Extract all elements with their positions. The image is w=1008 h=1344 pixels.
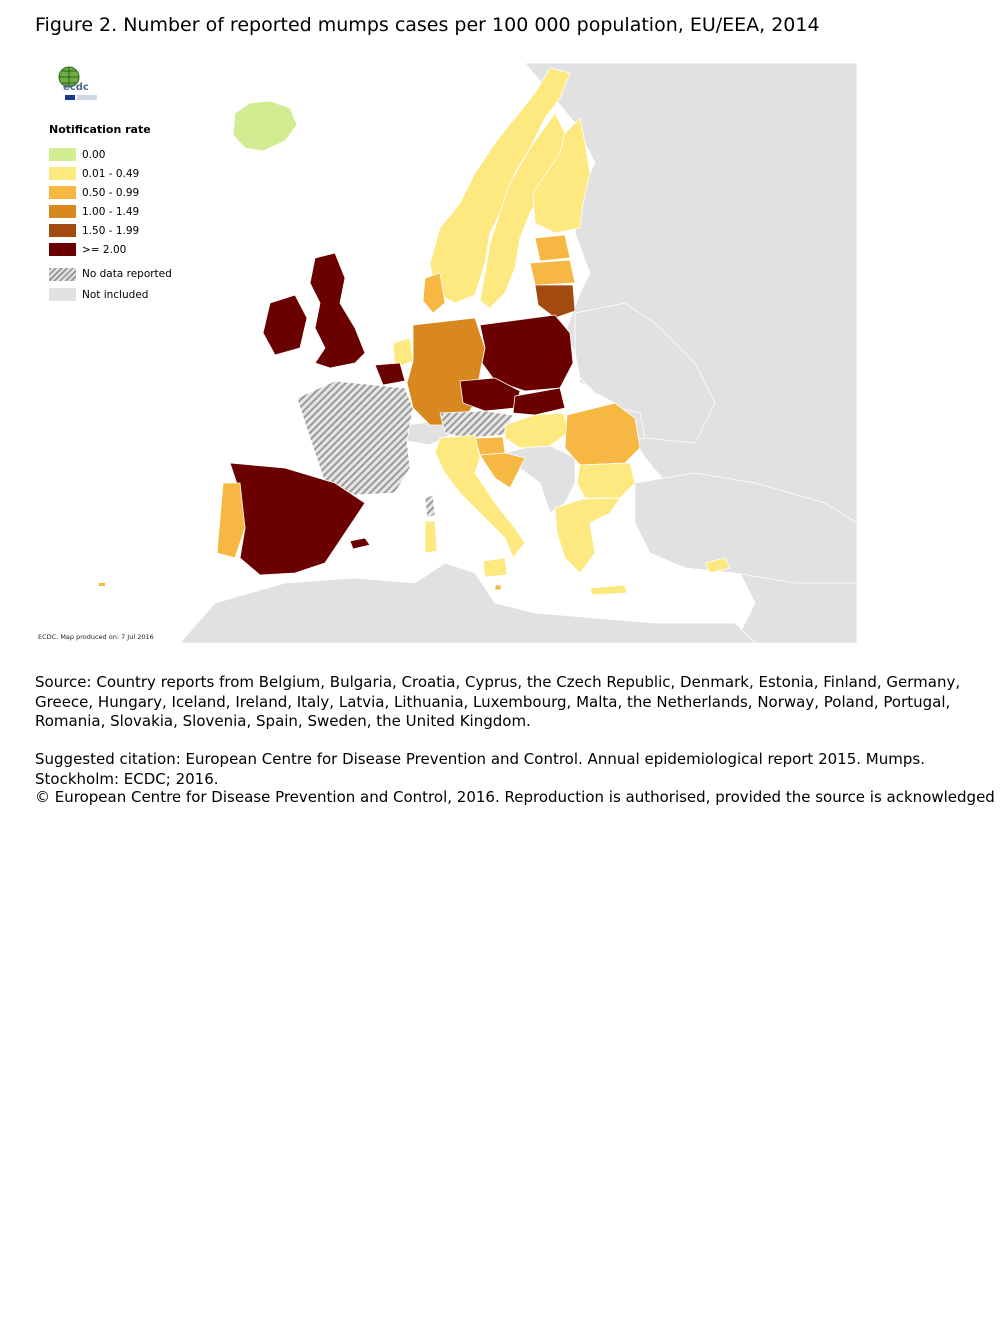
legend-label: 1.00 - 1.49	[82, 205, 140, 218]
legend-item	[49, 240, 209, 259]
island-azores[interactable]	[99, 583, 105, 586]
legend-swatch	[49, 224, 76, 237]
legend-item	[49, 183, 209, 202]
legend-swatch	[49, 205, 76, 218]
country-malta[interactable]	[495, 585, 501, 590]
ecdc-logo-text: ecdc	[63, 82, 89, 93]
map-legend	[49, 123, 209, 304]
legend-item	[49, 285, 209, 304]
legend-item	[49, 221, 209, 240]
country-slovenia[interactable]	[475, 437, 505, 455]
map-credit: ECDC. Map produced on: 7 Jul 2016	[38, 633, 154, 641]
island-corsica[interactable]	[425, 495, 435, 518]
country-austria[interactable]	[440, 411, 513, 438]
map-frame[interactable]	[35, 63, 857, 643]
legend-swatch	[49, 148, 76, 161]
legend-label: 0.50 - 0.99	[82, 186, 140, 199]
legend-label: 0.01 - 0.49	[82, 167, 140, 180]
legend-item	[49, 145, 209, 164]
legend-label: Not included	[82, 288, 149, 301]
source-note: Source: Country reports from Belgium, Bulgaria, Croatia, Cyprus, the Czech Republic, Denmark, Estonia, Finland, Germany, Greece, Hungary, Iceland, Ireland, Italy, Latvia, Lithuania, Luxembourg, Malta, the Netherlands, Norway, Poland, Portugal, Romania, Slovakia, Slovenia, Spain, Sweden, the United Kingdom.	[35, 673, 961, 730]
legend-label: >= 2.00	[82, 243, 127, 256]
legend-swatch	[49, 243, 76, 256]
legend-item	[49, 202, 209, 221]
legend-swatch	[49, 288, 76, 301]
legend-label: 0.00	[82, 148, 106, 161]
legend-label: No data reported	[82, 268, 172, 280]
suggested-citation: Suggested citation: European Centre for Disease Prevention and Control. Annual epidemiological report 2015. Mumps. Stockholm: ECDC; 2016.	[35, 750, 925, 788]
figure-title: Figure 2. Number of reported mumps cases per 100 000 population, EU/EEA, 2014	[35, 14, 820, 36]
country-estonia[interactable]	[535, 235, 570, 261]
island-sardinia[interactable]	[425, 521, 437, 553]
legend-label: 1.50 - 1.99	[82, 224, 140, 237]
country-latvia[interactable]	[530, 260, 575, 285]
legend-item	[49, 164, 209, 183]
legend-swatch	[49, 167, 76, 180]
legend-swatch	[49, 186, 76, 199]
legend-title: Notification rate	[49, 123, 151, 136]
copyright-note: © European Centre for Disease Prevention and Control, 2016. Reproduction is authorised, provided the source is acknowledged	[35, 788, 995, 806]
legend-swatch-hatched	[49, 268, 76, 281]
island-sicily[interactable]	[483, 558, 507, 577]
legend-item	[49, 263, 209, 285]
